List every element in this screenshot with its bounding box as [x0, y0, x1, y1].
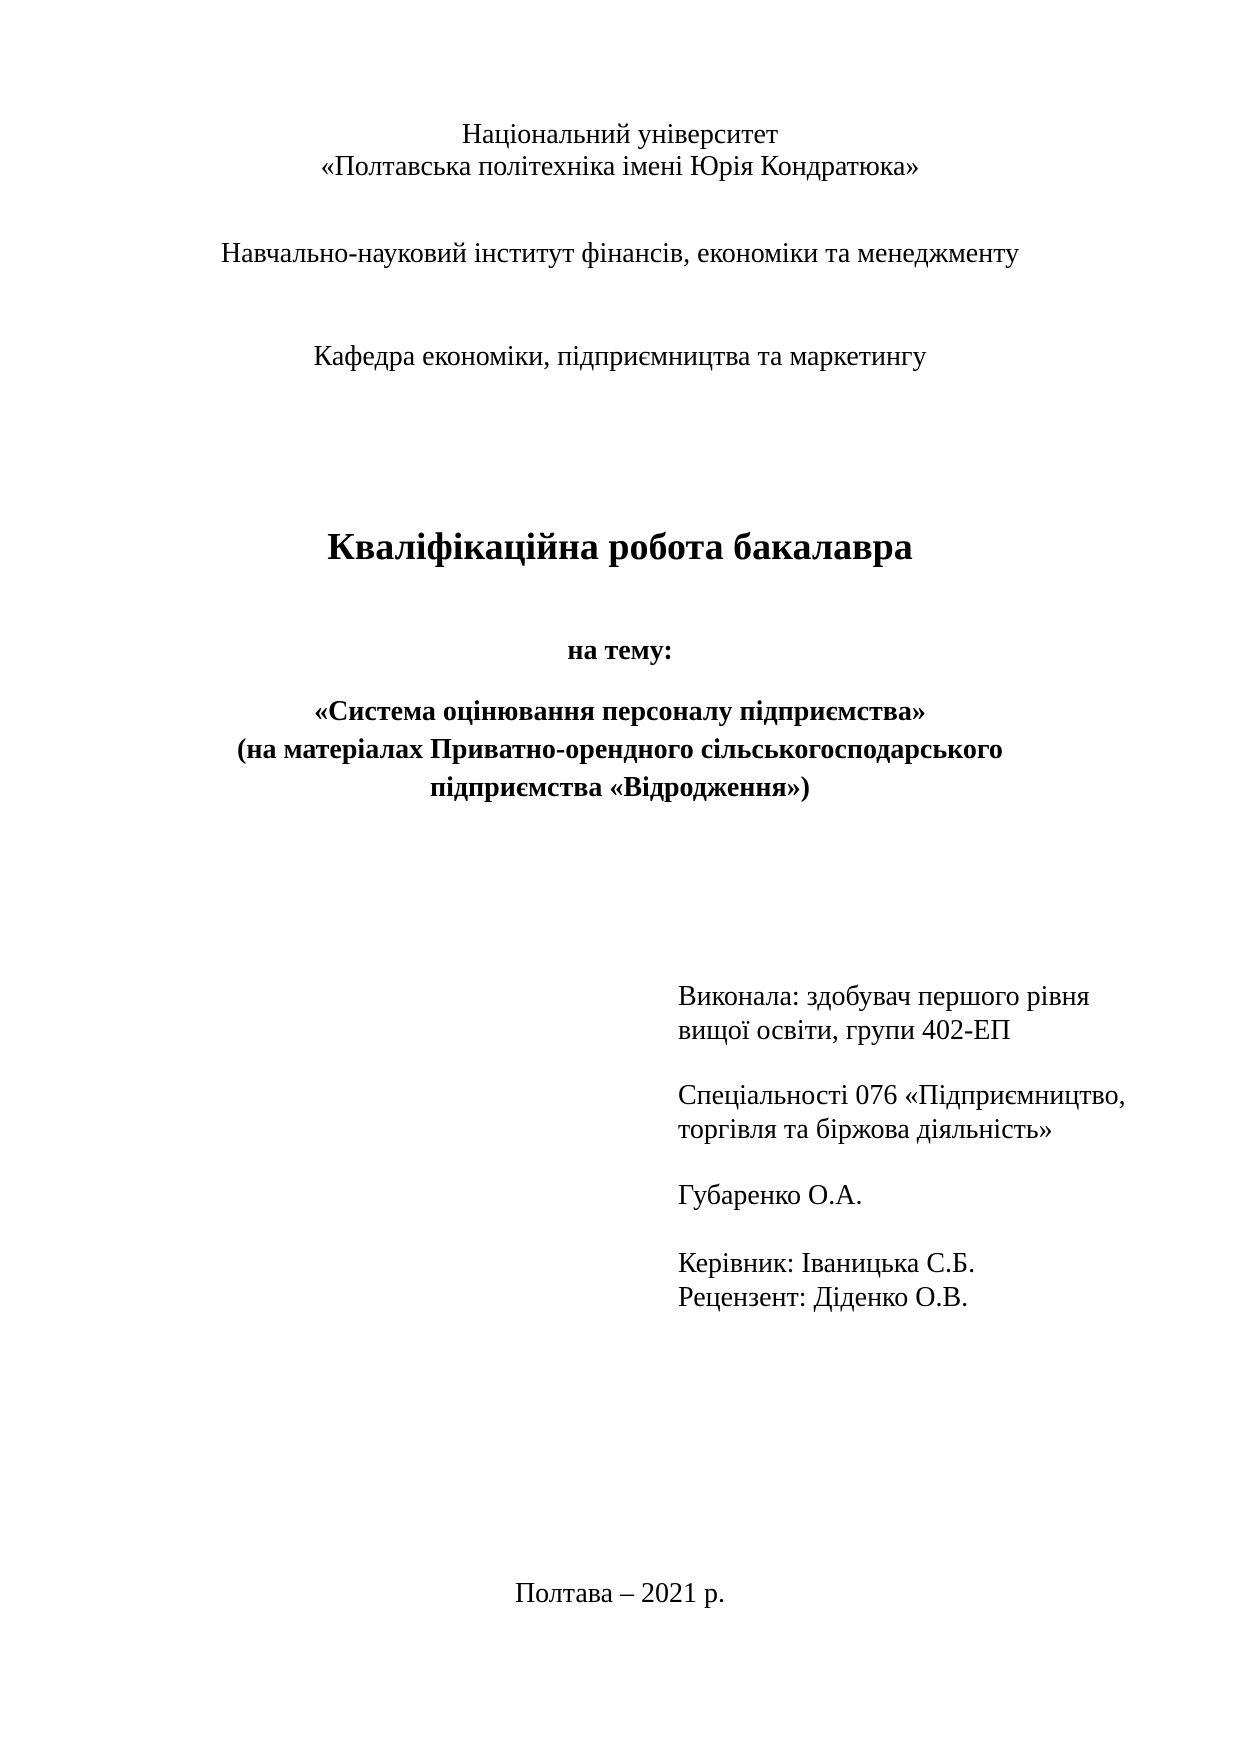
department-line: Кафедра економіки, підприємництва та маркетингу — [313, 341, 927, 372]
document-title — [0, 525, 1240, 569]
city-year — [0, 1578, 1240, 1610]
subject-label-text: на тему: — [567, 635, 673, 666]
supervisor-block — [678, 1247, 1198, 1315]
topic-line-3: підприємства «Відродження») — [429, 772, 811, 803]
specialty-line-2: торгівля та біржова діяльність» — [678, 1114, 1053, 1145]
reviewer-name: Рецензент: Діденко О.В. — [678, 1282, 969, 1313]
author-degree-line-1: Виконала: здобувач першого рівня — [678, 981, 1090, 1012]
student-name: Губаренко О.А. — [678, 1180, 863, 1211]
city-year-text: Полтава – 2021 р. — [514, 1578, 726, 1609]
student-name-block — [678, 1179, 1198, 1213]
institute-name — [0, 238, 1240, 270]
thesis-topic — [0, 693, 1240, 807]
author-degree-block — [678, 980, 1198, 1048]
department-name — [0, 341, 1240, 373]
supervisor-name: Керівник: Іваницька С.Б. — [678, 1248, 976, 1279]
author-degree-line-2: вищої освіти, групи 402-ЕП — [678, 1015, 1011, 1046]
specialty-block — [678, 1079, 1198, 1147]
document-title-text: Кваліфікаційна робота бакалавра — [327, 526, 913, 568]
university-line-2: «Полтавська політехніка імені Юрія Кондратюка» — [320, 151, 920, 182]
topic-line-1: «Система оцінювання персоналу підприємства» — [314, 696, 926, 727]
subject-label — [0, 635, 1240, 667]
institute-line: Навчально-науковий інститут фінансів, економіки та менеджменту — [220, 238, 1020, 269]
university-name — [0, 119, 1240, 183]
university-line-1: Національний університет — [461, 119, 779, 150]
topic-line-2: (на матеріалах Приватно-орендного сільськогосподарського — [237, 734, 1003, 765]
specialty-line-1: Спеціальності 076 «Підприємництво, — [678, 1080, 1126, 1111]
